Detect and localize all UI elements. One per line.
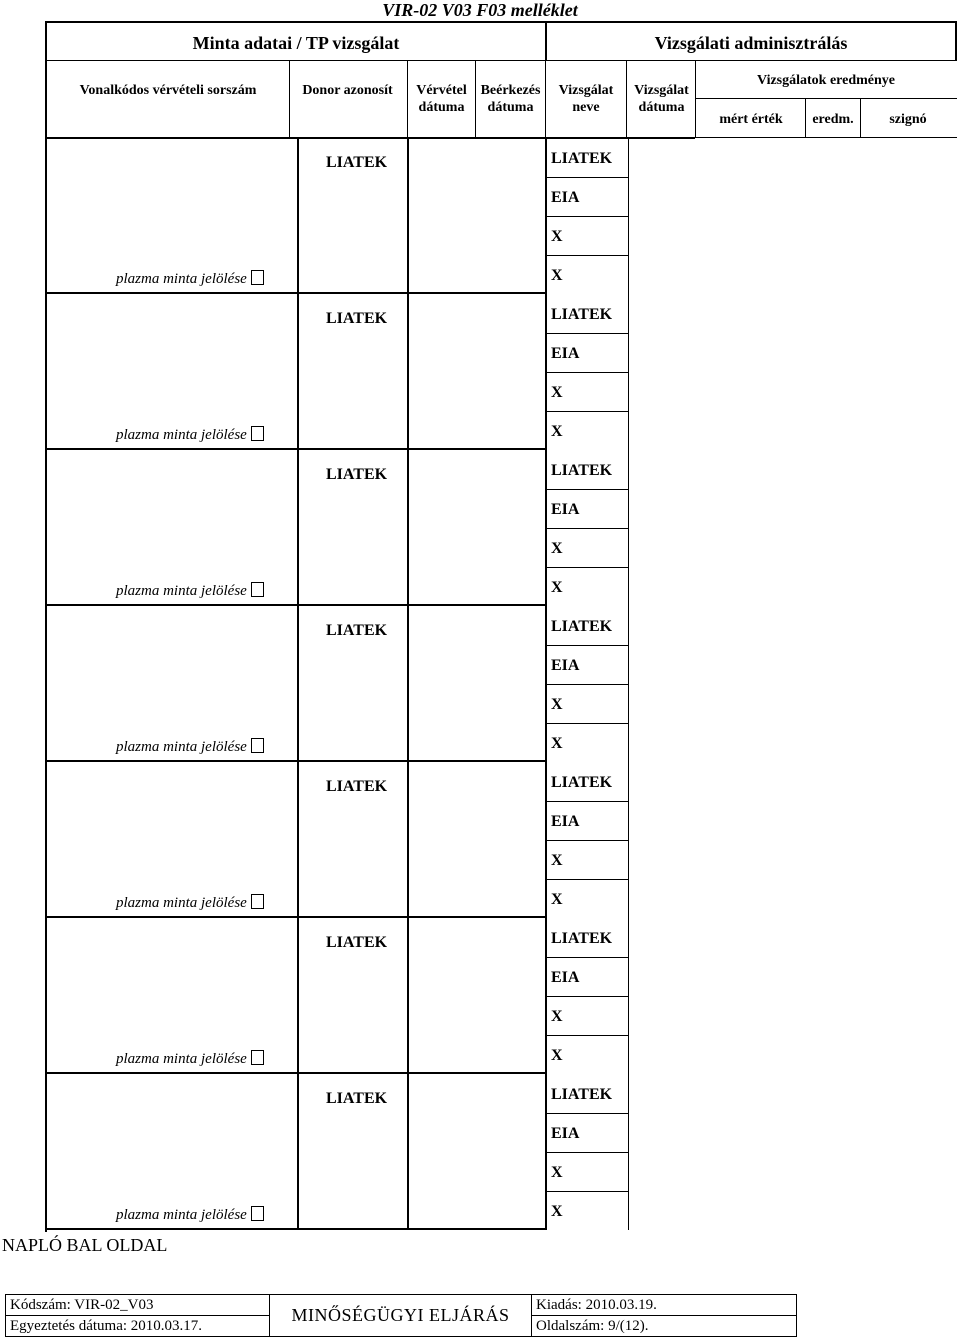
test-row-line <box>545 879 629 880</box>
test-name: X <box>551 384 563 401</box>
footer-issue: Kiadás: 2010.03.19. <box>532 1295 797 1316</box>
test-name: LIATEK <box>551 930 613 947</box>
naplo-label: NAPLÓ BAL OLDAL <box>2 1235 168 1255</box>
col-header-barcode: Vonalkódos vérvételi sorszám <box>79 83 257 98</box>
test-row-line <box>545 333 629 334</box>
section-title-admin: Vizsgálati adminisztrálás <box>654 33 848 53</box>
test-name: X <box>551 228 563 245</box>
section-title-sample: Minta adatai / TP vizsgálat <box>192 33 400 53</box>
test-name: X <box>551 1203 563 1220</box>
test-name: EIA <box>551 1125 580 1142</box>
test-row-line <box>545 1152 629 1153</box>
plasma-checkbox[interactable] <box>251 582 264 597</box>
document-title: VIR-02 V03 F03 melléklet <box>382 0 578 20</box>
block-bottom-line <box>45 448 545 450</box>
plasma-label <box>116 426 264 444</box>
test-name: EIA <box>551 189 580 206</box>
block-bottom-line <box>45 604 545 606</box>
plasma-label <box>116 738 264 756</box>
test-name: X <box>551 735 563 752</box>
plasma-checkbox[interactable] <box>251 894 264 909</box>
test-name: LIATEK <box>551 462 613 479</box>
test-row-line <box>545 1113 629 1114</box>
test-name: LIATEK <box>551 306 613 323</box>
block-divider <box>297 1074 299 1230</box>
test-name: X <box>551 1047 563 1064</box>
header-divider <box>626 60 627 138</box>
col-header-test-name: Vizsgálat neve <box>558 83 614 115</box>
block-divider <box>407 294 409 450</box>
donor-method: LIATEK <box>326 1090 388 1107</box>
test-name: X <box>551 267 563 284</box>
donor-method: LIATEK <box>326 310 388 327</box>
donor-method: LIATEK <box>326 466 388 483</box>
test-row-line <box>545 567 629 568</box>
test-row-line <box>545 723 629 724</box>
test-row-line <box>545 216 629 217</box>
plasma-checkbox[interactable] <box>251 426 264 441</box>
test-row-line <box>545 528 629 529</box>
test-name: EIA <box>551 969 580 986</box>
test-row-line <box>545 996 629 997</box>
donor-method: LIATEK <box>326 778 388 795</box>
plasma-checkbox[interactable] <box>251 1050 264 1065</box>
test-row-line <box>545 489 629 490</box>
block-divider <box>297 138 299 294</box>
test-name: X <box>551 696 563 713</box>
test-row-line <box>545 1191 629 1192</box>
block-bottom-line <box>45 760 545 762</box>
test-name: EIA <box>551 501 580 518</box>
col-header-signature: szignó <box>889 112 927 127</box>
block-bottom-line <box>45 1072 545 1074</box>
test-name: LIATEK <box>551 774 613 791</box>
block-divider <box>297 450 299 606</box>
block-bottom-line <box>45 292 545 294</box>
test-name: X <box>551 1008 563 1025</box>
plasma-checkbox[interactable] <box>251 1206 264 1221</box>
test-name: LIATEK <box>551 618 613 635</box>
test-name: X <box>551 852 563 869</box>
donor-method: LIATEK <box>326 154 388 171</box>
test-name: X <box>551 579 563 596</box>
col-header-measured: mért érték <box>719 112 783 127</box>
plasma-label-text: plazma minta jelölése <box>116 739 247 755</box>
results-subheader-line <box>695 98 957 99</box>
header-divider <box>545 60 546 138</box>
col-header-test-date: Vizsgálat dátuma <box>634 83 689 115</box>
block-divider <box>407 762 409 918</box>
test-name: EIA <box>551 657 580 674</box>
test-name: LIATEK <box>551 1086 613 1103</box>
col-header-arrival-date: Beérkezés dátuma <box>480 83 541 115</box>
block-bottom-line <box>45 1228 545 1230</box>
plasma-label-text: plazma minta jelölése <box>116 1051 247 1067</box>
footer-table <box>5 1294 797 1337</box>
test-row-line <box>545 255 629 256</box>
plasma-label-text: plazma minta jelölése <box>116 271 247 287</box>
header-divider <box>289 60 290 138</box>
donor-method: LIATEK <box>326 934 388 951</box>
col-header-draw-date: Vérvétel dátuma <box>416 83 467 115</box>
results-header-bottom <box>695 137 957 138</box>
test-name: EIA <box>551 345 580 362</box>
footer-procedure: MINŐSÉGÜGYI ELJÁRÁS <box>270 1295 532 1337</box>
block-divider <box>297 606 299 762</box>
block-divider <box>297 294 299 450</box>
test-row-line <box>545 645 629 646</box>
block-divider <box>297 918 299 1074</box>
plasma-label <box>116 894 264 912</box>
plasma-label <box>116 1206 264 1224</box>
block-divider <box>407 1074 409 1230</box>
plasma-label-text: plazma minta jelölése <box>116 427 247 443</box>
test-row-line <box>545 177 629 178</box>
test-row-line <box>545 684 629 685</box>
footer-code: Kódszám: VIR-02_V03 <box>6 1295 270 1316</box>
footer-agreement-date: Egyeztetés dátuma: 2010.03.17. <box>6 1316 270 1337</box>
test-row-line <box>545 840 629 841</box>
plasma-label-text: plazma minta jelölése <box>116 583 247 599</box>
donor-method: LIATEK <box>326 622 388 639</box>
block-divider <box>297 762 299 918</box>
test-name: EIA <box>551 813 580 830</box>
test-row-line <box>545 957 629 958</box>
plasma-label <box>116 1050 264 1068</box>
plasma-label-text: plazma minta jelölése <box>116 1207 247 1223</box>
test-name: X <box>551 423 563 440</box>
block-divider <box>407 138 409 294</box>
col-header-results: Vizsgálatok eredménye <box>756 73 896 88</box>
block-divider <box>407 450 409 606</box>
plasma-label <box>116 270 264 288</box>
footer-page: Oldalszám: 9/(12). <box>532 1316 797 1337</box>
block-divider <box>407 918 409 1074</box>
plasma-checkbox[interactable] <box>251 270 264 285</box>
test-row-line <box>545 801 629 802</box>
test-row-line <box>545 411 629 412</box>
plasma-label-text: plazma minta jelölése <box>116 895 247 911</box>
block-divider <box>407 606 409 762</box>
form-left-border <box>45 21 47 1232</box>
test-row-line <box>545 372 629 373</box>
test-name: X <box>551 540 563 557</box>
test-row-line <box>545 1035 629 1036</box>
form-top-border <box>45 21 957 23</box>
test-name: X <box>551 891 563 908</box>
block-bottom-line <box>45 916 545 918</box>
col-header-donor: Donor azonosít <box>302 83 393 98</box>
test-name: X <box>551 1164 563 1181</box>
col-header-result: eredm. <box>812 112 854 127</box>
form-right-border-top <box>955 21 957 61</box>
test-name: LIATEK <box>551 150 613 167</box>
plasma-label <box>116 582 264 600</box>
header-bottom-line <box>45 137 695 139</box>
header-divider <box>695 60 696 138</box>
section-bottom-line <box>45 60 957 61</box>
plasma-checkbox[interactable] <box>251 738 264 753</box>
